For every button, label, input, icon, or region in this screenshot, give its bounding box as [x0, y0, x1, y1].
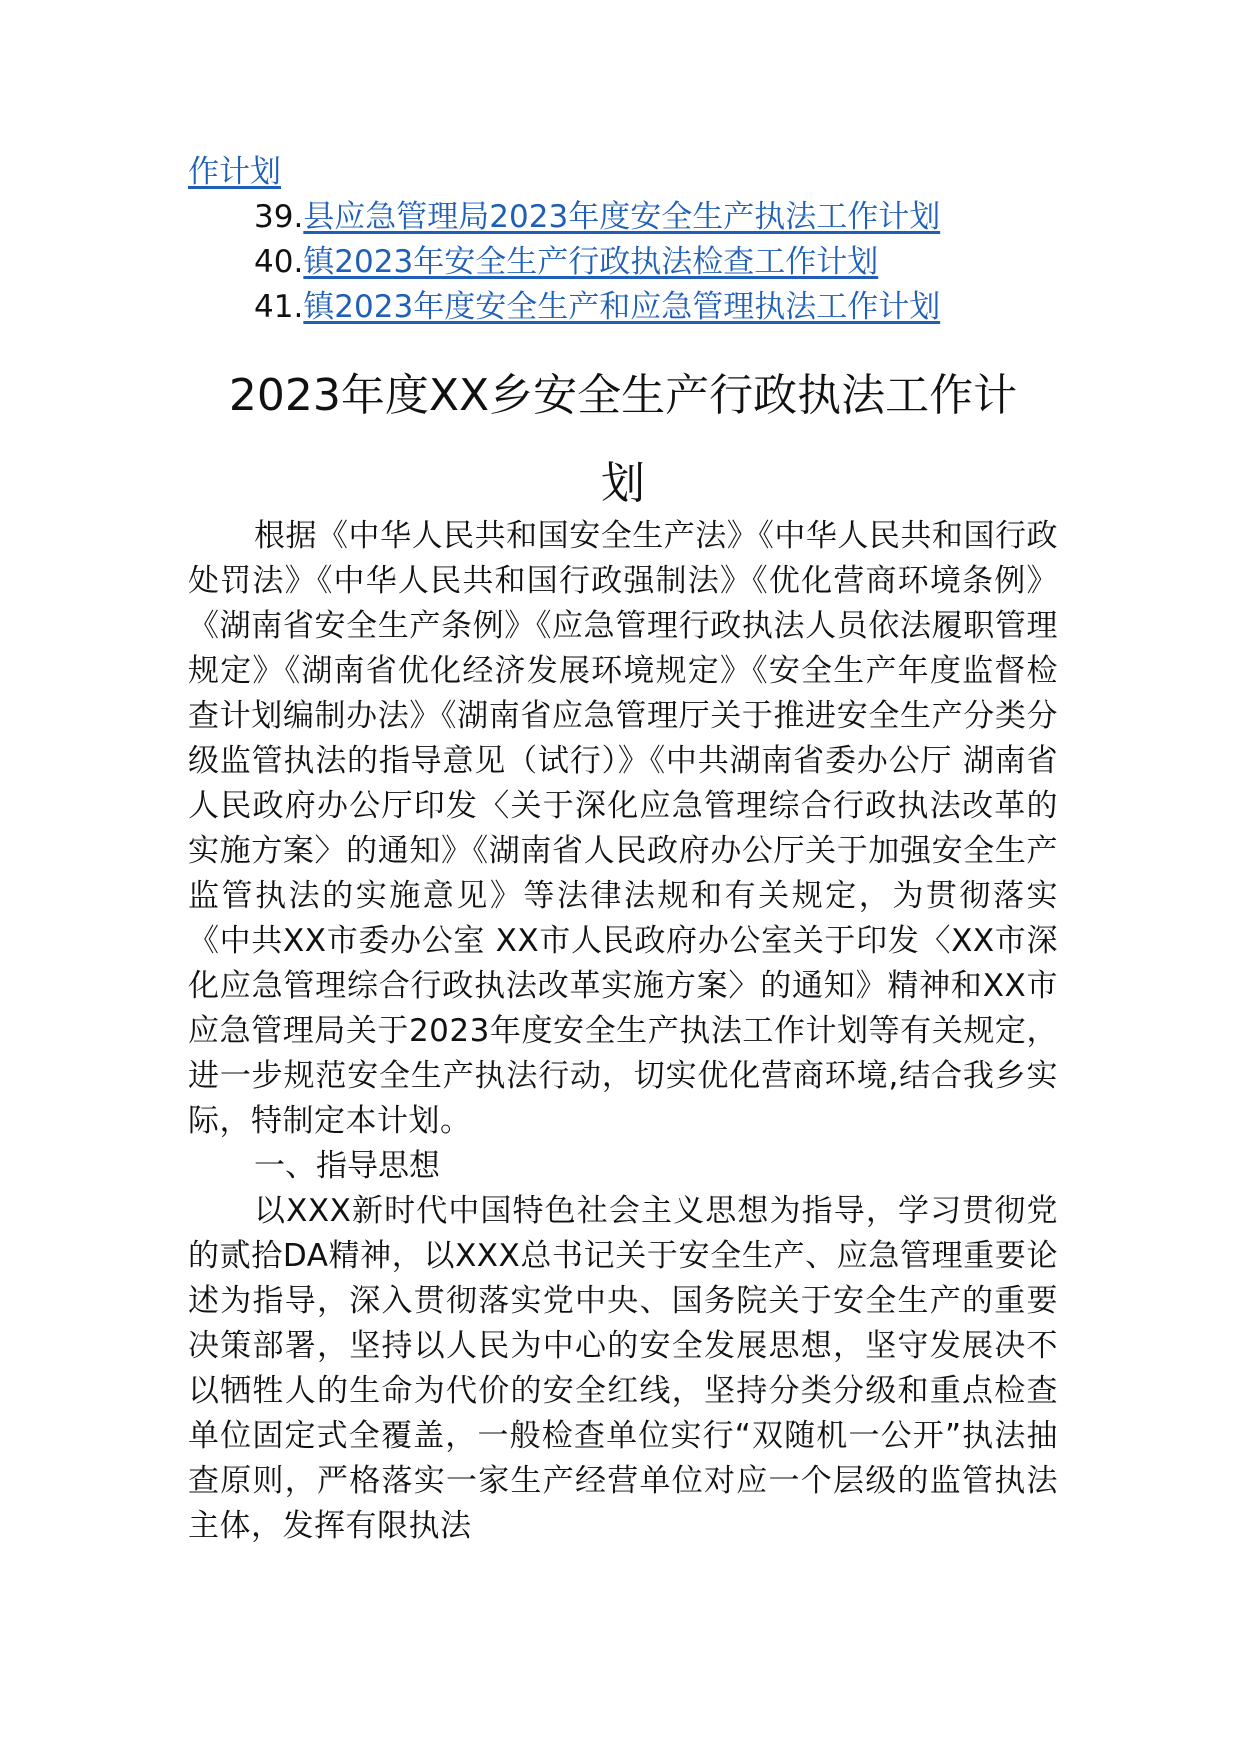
toc-link-41[interactable]: 镇2023年度安全生产和应急管理执法工作计划: [303, 289, 941, 325]
toc-item-41: [188, 285, 1068, 330]
document-title-line-1: 2023年度XX乡安全生产行政执法工作计: [228, 370, 1018, 421]
toc-item-40: [188, 240, 1068, 285]
document-title: [188, 352, 1058, 528]
toc-link-40[interactable]: 镇2023年安全生产行政执法检查工作计划: [303, 244, 879, 280]
table-of-contents: [188, 150, 1068, 330]
guiding-ideology-paragraph: 以XXX新时代中国特色社会主义思想为指导，学习贯彻党的贰拾DA精神，以XXX总书记关于安全生产、应急管理重要论述为指导，深入贯彻落实党中央、国务院关于安全生产的重要决策部署，坚持以人民为中心的安全发展思想，坚守发展决不以牺牲人的生命为代价的安全红线，坚持分类分级和重点检查单位固定式全覆盖，一般检查单位实行“双随机一公开”执法抽查原则，严格落实一家生产经营单位对应一个层级的监管执法主体，发挥有限执法: [188, 1193, 1058, 1544]
toc-link-continued[interactable]: 作计划: [188, 154, 281, 190]
toc-number: 39.: [254, 199, 304, 235]
section-heading-guiding-ideology: 一、指导思想: [254, 1148, 440, 1184]
toc-item-39: [188, 195, 1068, 240]
document-body: [188, 514, 1058, 1549]
toc-link-39[interactable]: 县应急管理局2023年度安全生产执法工作计划: [303, 199, 941, 235]
toc-number: 41.: [254, 289, 304, 325]
toc-continued-line: [188, 150, 1068, 195]
intro-paragraph: 根据《中华人民共和国安全生产法》《中华人民共和国行政处罚法》《中华人民共和国行政强制法》《优化营商环境条例》《湖南省安全生产条例》《应急管理行政执法人员依法履职管理规定》《湖南省优化经济发展环境规定》《安全生产年度监督检查计划编制办法》《湖南省应急管理厅关于推进安全生产分类分级监管执法的指导意见（试行）》《中共湖南省委办公厅 湖南省人民政府办公厅印发〈关于深化应急管理综合行政执法改革的实施方案〉的通知》《湖南省人民政府办公厅关于加强安全生产监管执法的实施意见》等法律法规和有关规定，为贯彻落实《中共XX市委办公室 XX市人民政府办公室关于印发〈XX市深化应急管理综合行政执法改革实施方案〉的通知》精神和XX市应急管理局关于2023年度安全生产执法工作计划等有关规定，进一步规范安全生产执法行动，切实优化营商环境,结合我乡实际，特制定本计划。: [188, 518, 1058, 1139]
toc-number: 40.: [254, 244, 304, 280]
document-title-line-2: 划: [601, 458, 645, 509]
